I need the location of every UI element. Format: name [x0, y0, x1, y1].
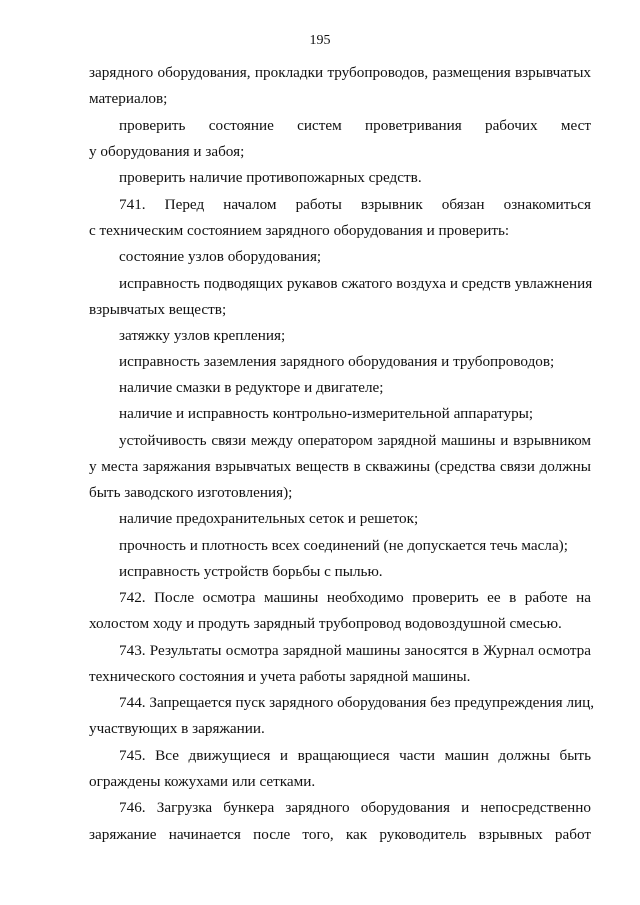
- text-line: материалов;: [89, 90, 168, 107]
- text-line: состояние узлов оборудования;: [119, 248, 322, 265]
- text-line: ограждены кожухами или сетками.: [89, 773, 316, 790]
- text-line: наличие смазки в редукторе и двигателе;: [119, 379, 384, 396]
- text-line: 743. Результаты осмотра зарядной машины заносятся в Журнал осмотра: [119, 642, 591, 659]
- text-line: затяжку узлов крепления;: [119, 327, 286, 344]
- text-line: наличие и исправность контрольно-измерительной аппаратуры;: [119, 405, 534, 422]
- text-line: участвующих в заряжании.: [89, 720, 265, 737]
- text-line: наличие предохранительных сеток и решеток;: [119, 510, 419, 527]
- text-line: 741. Перед началом работы взрывник обязан ознакомиться: [119, 196, 591, 213]
- text-line: проверить наличие противопожарных средств.: [119, 169, 422, 186]
- text-line: у оборудования и забоя;: [89, 143, 245, 160]
- text-line: проверить состояние систем проветривания рабочих мест: [119, 117, 591, 134]
- text-line: исправность устройств борьбы с пылью.: [119, 563, 383, 580]
- text-line: взрывчатых веществ;: [89, 301, 227, 318]
- text-line: прочность и плотность всех соединений (не допускается течь масла);: [119, 537, 568, 554]
- text-line: 744. Запрещается пуск зарядного оборудования без предупреждения лиц,: [119, 694, 595, 711]
- text-line: 746. Загрузка бункера зарядного оборудования и непосредственно: [119, 799, 591, 816]
- text-line: быть заводского изготовления);: [89, 484, 293, 501]
- text-line: у места заряжания взрывчатых веществ в скважины (средства связи должны: [89, 458, 591, 475]
- text-line: с техническим состоянием зарядного оборудования и проверить:: [89, 222, 510, 239]
- text-line: зарядного оборудования, прокладки трубопроводов, размещения взрывчатых: [89, 64, 591, 81]
- text-line: 742. После осмотра машины необходимо проверить ее в работе на: [119, 589, 591, 606]
- text-line: исправность заземления зарядного оборудования и трубопроводов;: [119, 353, 555, 370]
- text-line: технического состояния и учета работы зарядной машины.: [89, 668, 471, 685]
- page-number: 195: [309, 33, 331, 48]
- text-line: холостом ходу и продуть зарядный трубопровод водовоздушной смесью.: [89, 615, 562, 632]
- text-line: заряжание начинается после того, как руководитель взрывных работ: [89, 826, 591, 843]
- text-line: устойчивость связи между оператором зарядной машины и взрывником: [119, 432, 591, 449]
- text-line: исправность подводящих рукавов сжатого воздуха и средств увлажнения: [119, 275, 593, 292]
- text-line: 745. Все движущиеся и вращающиеся части машин должны быть: [119, 747, 591, 764]
